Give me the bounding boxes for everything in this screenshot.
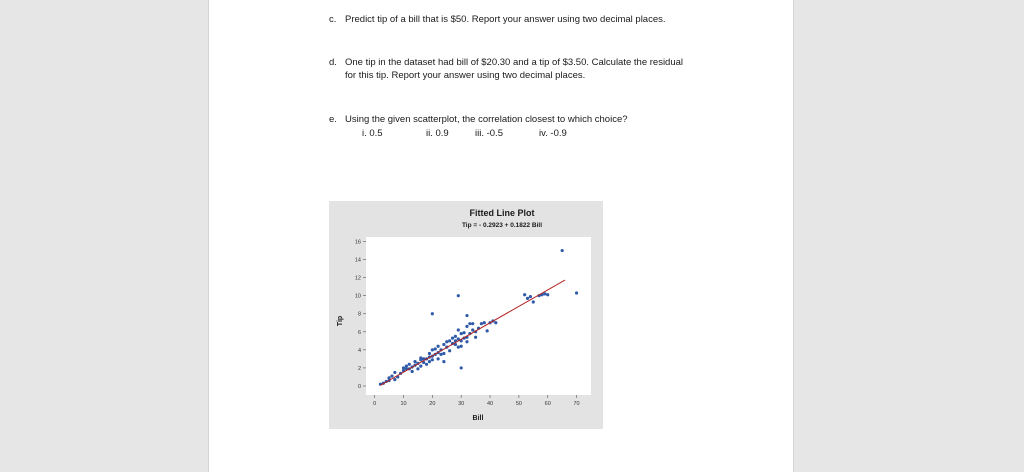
data-point bbox=[408, 363, 411, 366]
data-point bbox=[431, 312, 434, 315]
data-point bbox=[454, 335, 457, 338]
y-tick-label: 16 bbox=[354, 239, 361, 246]
y-tick-label: 12 bbox=[354, 275, 361, 282]
data-point bbox=[465, 340, 468, 343]
x-tick-label: 40 bbox=[486, 401, 494, 407]
data-point bbox=[442, 352, 445, 355]
data-point bbox=[393, 378, 396, 381]
data-point bbox=[471, 322, 474, 325]
data-point bbox=[442, 360, 445, 363]
data-point bbox=[428, 360, 431, 363]
choice-ii: ii. 0.9 bbox=[426, 128, 449, 139]
chart-title: Fitted Line Plot bbox=[469, 208, 535, 218]
data-point bbox=[425, 363, 428, 366]
data-point bbox=[460, 332, 463, 335]
data-point bbox=[431, 348, 434, 351]
data-point bbox=[483, 321, 486, 324]
y-tick-label: 2 bbox=[357, 365, 361, 372]
x-tick-label: 10 bbox=[400, 401, 407, 407]
data-point bbox=[494, 321, 497, 324]
data-point bbox=[532, 300, 535, 303]
question-d-letter: d. bbox=[329, 57, 337, 68]
data-point bbox=[523, 293, 526, 296]
data-point bbox=[529, 295, 532, 298]
x-axis-label: Bill bbox=[472, 415, 484, 422]
x-tick-label: 50 bbox=[515, 401, 522, 407]
question-c bbox=[329, 13, 666, 26]
data-point bbox=[460, 345, 463, 348]
question-e-text: Using the given scatterplot, the correlation closest to which choice? bbox=[345, 114, 628, 125]
data-point bbox=[434, 347, 437, 350]
data-point bbox=[431, 358, 434, 361]
data-point bbox=[575, 291, 578, 294]
question-c-text: Predict tip of a bill that is $50. Report your answer using two decimal places. bbox=[345, 14, 666, 25]
data-point bbox=[480, 322, 483, 325]
chart-svg bbox=[329, 201, 603, 429]
x-tick-label: 30 bbox=[458, 401, 465, 407]
x-tick-label: 20 bbox=[429, 401, 436, 407]
data-point bbox=[448, 349, 451, 352]
data-point bbox=[419, 356, 422, 359]
data-point bbox=[451, 337, 454, 340]
data-point bbox=[428, 352, 431, 355]
y-tick-label: 14 bbox=[354, 257, 361, 264]
data-point bbox=[405, 365, 408, 368]
data-point bbox=[465, 314, 468, 317]
data-point bbox=[457, 346, 460, 349]
data-point bbox=[526, 297, 529, 300]
data-point bbox=[411, 370, 414, 373]
data-point bbox=[439, 353, 442, 356]
document-page bbox=[208, 0, 794, 472]
choice-iii: iii. -0.5 bbox=[475, 128, 503, 139]
data-point bbox=[460, 366, 463, 369]
data-point bbox=[457, 294, 460, 297]
choice-iv: iv. -0.9 bbox=[539, 128, 567, 139]
x-tick-label: 60 bbox=[544, 401, 551, 407]
data-point bbox=[474, 336, 477, 339]
question-e bbox=[329, 113, 628, 126]
question-c-letter: c. bbox=[329, 14, 337, 25]
data-point bbox=[419, 365, 422, 368]
y-tick-label: 4 bbox=[357, 347, 361, 354]
data-point bbox=[390, 374, 393, 377]
question-d bbox=[329, 56, 745, 82]
data-point bbox=[413, 360, 416, 363]
data-point bbox=[465, 325, 468, 328]
data-point bbox=[561, 249, 564, 252]
chart-subtitle: Tip = - 0.2923 + 0.1822 Bill bbox=[461, 222, 543, 229]
data-point bbox=[462, 331, 465, 334]
question-e-letter: e. bbox=[329, 114, 337, 125]
question-d-line1: One tip in the dataset had bill of $20.30 and a tip of $3.50. Calculate the residual bbox=[345, 57, 684, 68]
data-point bbox=[457, 328, 460, 331]
data-point bbox=[437, 357, 440, 360]
y-axis-label: Tip bbox=[337, 315, 344, 327]
data-point bbox=[387, 376, 390, 379]
data-point bbox=[437, 345, 440, 348]
data-point bbox=[468, 322, 471, 325]
x-tick-label: 0 bbox=[373, 401, 377, 407]
data-point bbox=[486, 329, 489, 332]
choice-i: i. 0.5 bbox=[362, 128, 383, 139]
fitted-line-plot bbox=[329, 201, 603, 429]
y-tick-label: 10 bbox=[354, 293, 361, 300]
data-point bbox=[445, 340, 448, 343]
data-point bbox=[546, 293, 549, 296]
data-point bbox=[416, 367, 419, 370]
question-d-line2: for this tip. Report your answer using two decimal places. bbox=[345, 70, 586, 81]
y-tick-label: 0 bbox=[357, 383, 361, 390]
y-tick-label: 6 bbox=[357, 329, 361, 336]
data-point bbox=[402, 366, 405, 369]
plot-area bbox=[366, 237, 591, 395]
data-point bbox=[442, 343, 445, 346]
x-tick-label: 70 bbox=[573, 401, 580, 407]
data-point bbox=[393, 371, 396, 374]
y-tick-label: 8 bbox=[357, 311, 361, 318]
data-point bbox=[471, 328, 474, 331]
data-point bbox=[448, 339, 451, 342]
